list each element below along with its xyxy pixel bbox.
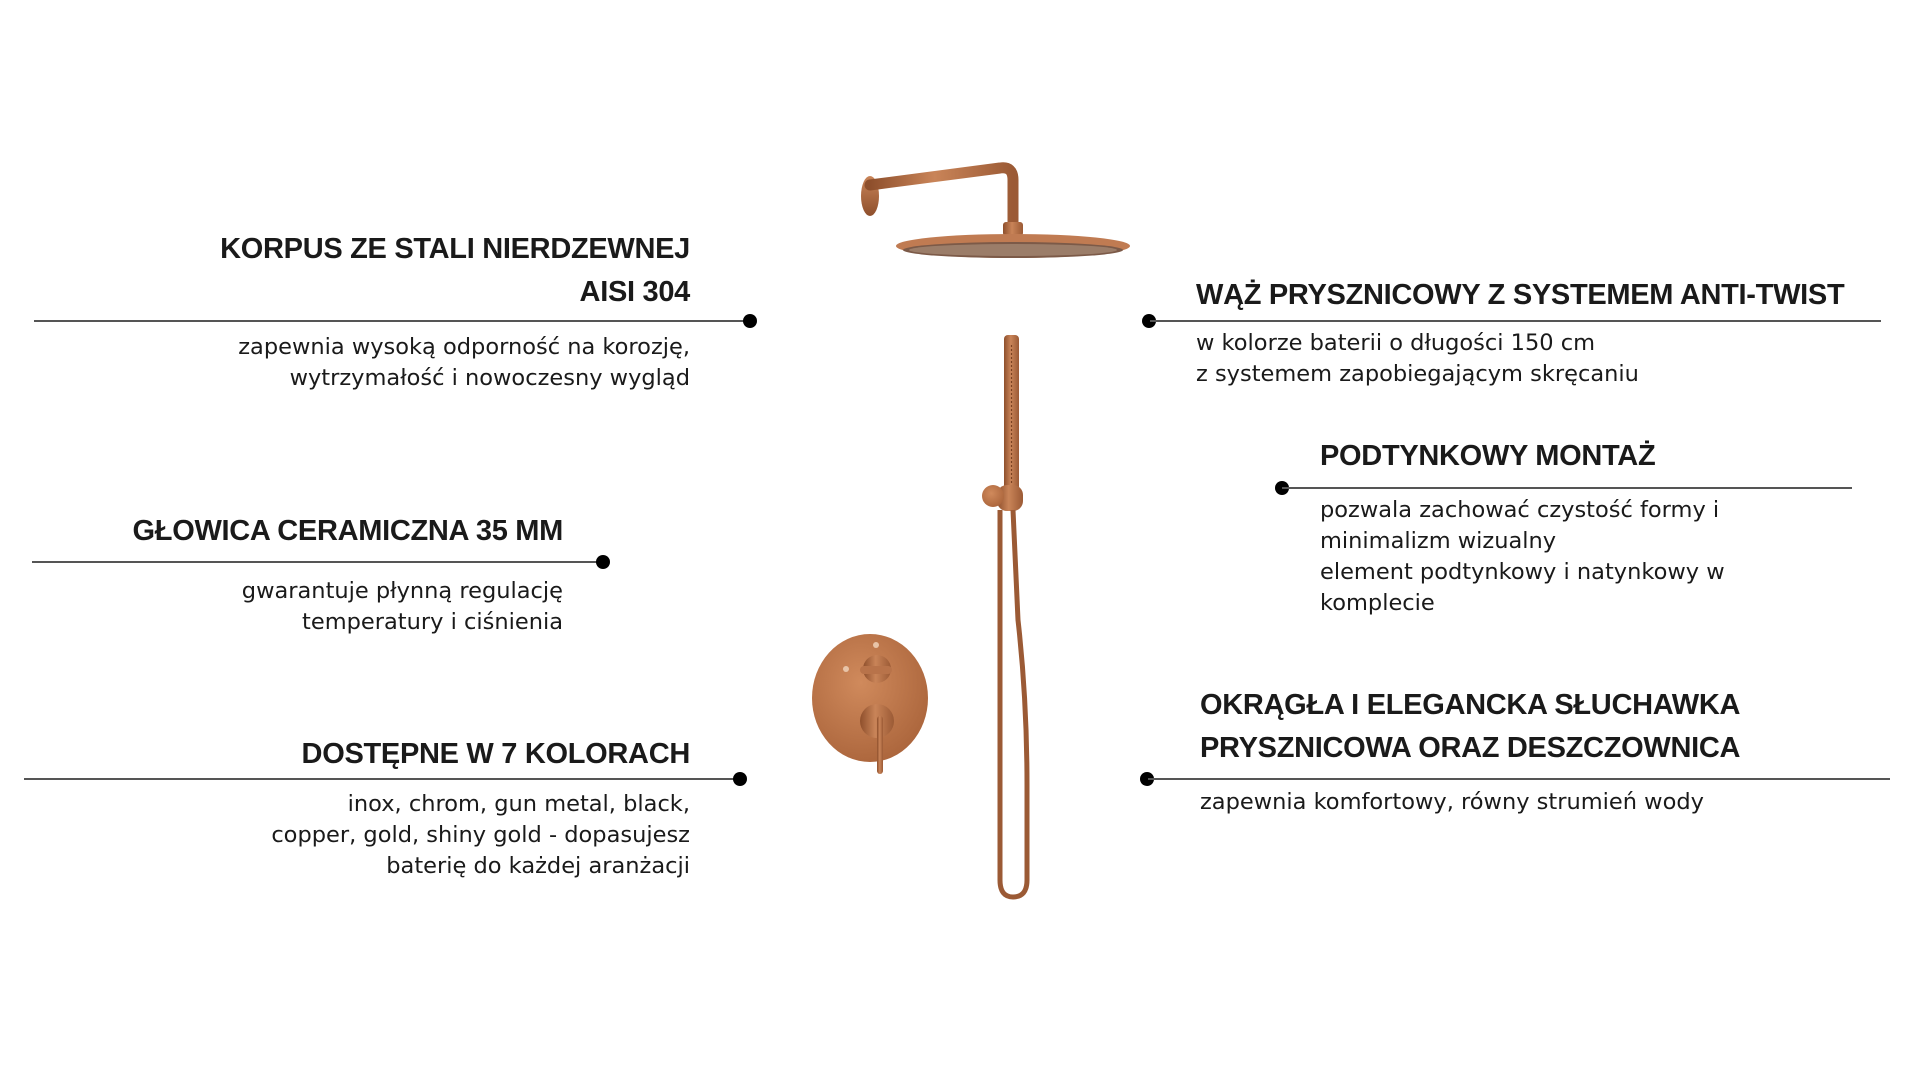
feature-title — [1320, 435, 1880, 478]
feature-desc-line: zapewnia wysoką odporność na korozję, — [238, 334, 690, 360]
feature-ceramic-cartridge — [20, 510, 563, 553]
feature-desc-line: w kolorze baterii o długości 150 cm — [1196, 330, 1596, 356]
feature-title-line: PRYSZNICOWA ORAZ DESZCZOWNICA — [1200, 732, 1741, 764]
feature-desc-line: pozwala zachować czystość formy i — [1320, 497, 1720, 523]
feature-available-colors — [120, 733, 690, 776]
feature-desc-line: minimalizm wizualny — [1320, 528, 1557, 554]
feature-title-line: WĄŻ PRYSZNICOWY Z SYSTEMEM ANTI-TWIST — [1196, 279, 1845, 311]
feature-desc-line: komplecie — [1320, 590, 1435, 616]
feature-stainless-body — [120, 228, 690, 314]
feature-desc-line: copper, gold, shiny gold - dopasujesz — [271, 822, 690, 848]
bullet-dot — [733, 772, 747, 786]
feature-title — [20, 510, 563, 553]
feature-description — [1320, 495, 1880, 619]
feature-title-line: PODTYNKOWY MONTAŻ — [1320, 440, 1656, 472]
divider-line — [24, 778, 740, 780]
feature-description — [120, 789, 690, 882]
feature-title-line: AISI 304 — [579, 276, 690, 308]
feature-description — [1200, 787, 1900, 818]
divider-line — [1150, 320, 1881, 322]
feature-description — [20, 576, 563, 638]
feature-description — [120, 332, 690, 394]
feature-desc-line: gwarantuje płynną regulację — [241, 578, 563, 604]
feature-description — [1196, 328, 1896, 390]
feature-desc-line: wytrzymałość i nowoczesny wygląd — [289, 365, 690, 391]
feature-title-line: OKRĄGŁA I ELEGANCKA SŁUCHAWKA — [1200, 689, 1741, 721]
hand-shower — [982, 335, 1023, 511]
mixer-plate — [812, 634, 928, 774]
divider-line — [34, 320, 750, 322]
rain-shower-head — [861, 168, 1130, 258]
feature-desc-line: baterię do każdej aranżacji — [386, 853, 690, 879]
feature-title — [1200, 684, 1900, 770]
feature-desc-line: zapewnia komfortowy, równy strumień wody — [1200, 789, 1704, 815]
bullet-dot — [743, 314, 757, 328]
divider-line — [32, 561, 603, 563]
feature-title-line: GŁOWICA CERAMICZNA 35 MM — [132, 515, 563, 547]
feature-concealed-mounting — [1320, 435, 1880, 478]
feature-anti-twist-hose — [1196, 274, 1916, 317]
feature-title-line: DOSTĘPNE W 7 KOLORACH — [301, 738, 690, 770]
feature-desc-line: element podtynkowy i natynkowy w — [1320, 559, 1725, 585]
shower-hose — [1000, 510, 1027, 897]
feature-title — [120, 733, 690, 776]
feature-desc-line: z systemem zapobiegającym skręcaniu — [1196, 361, 1639, 387]
divider-line — [1282, 487, 1852, 489]
feature-desc-line: temperatury i ciśnienia — [302, 609, 563, 635]
feature-title — [120, 228, 690, 314]
feature-title-line: KORPUS ZE STALI NIERDZEWNEJ — [220, 233, 690, 265]
feature-round-heads — [1200, 684, 1900, 770]
bullet-dot — [596, 555, 610, 569]
divider-line — [1148, 778, 1890, 780]
feature-title — [1196, 274, 1916, 317]
feature-desc-line: inox, chrom, gun metal, black, — [347, 791, 690, 817]
